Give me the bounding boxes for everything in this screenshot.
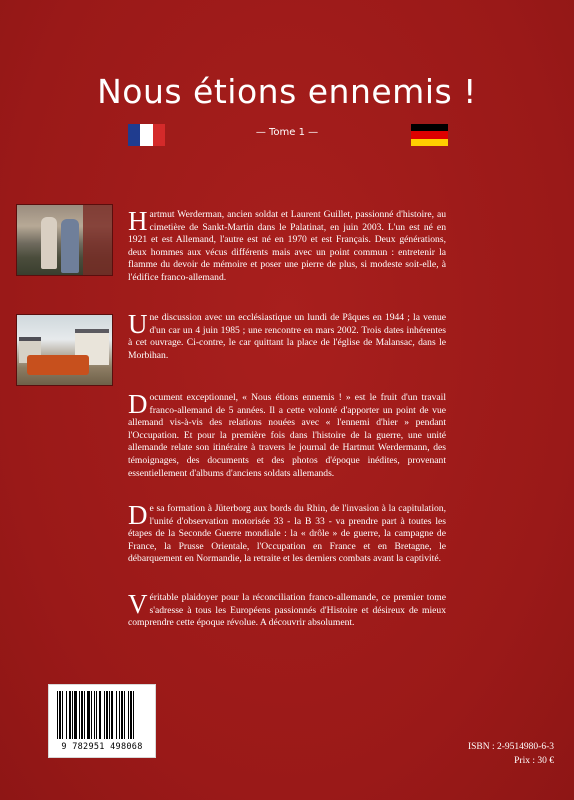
barcode-bar [96,691,97,739]
barcode-bar [81,691,83,739]
barcode-bar [130,691,132,739]
barcode-bar [72,691,73,739]
paragraph-text: ne discussion avec un ecclésiastique un lundi de Pâques en 1944 ; la venue d'un car un 4 juin 1985 ; une rencontre en mars 2002. Trois dates inhérentes à cet ouvrage. Ci-contre, le car quittant la place de l'église de Malansac, dans le Morbihan. [128,312,446,361]
paragraph-3 [128,389,446,480]
barcode-bar [116,691,117,739]
barcode-bar [121,691,123,739]
barcode-bar [84,691,85,739]
barcode-bar [69,691,71,739]
barcode-bar [57,691,58,739]
german-flag-icon [411,124,448,146]
barcode [48,684,156,758]
paragraph-text: e sa formation à Jüterborg aux bords du Rhin, de l'invasion à la capitulation, l'unité d'observation motorisée 33 - la B 33 - va prendre part à toutes les étapes de la Seconde Guerre mondiale : la « drôle » de guerre, la campagne de France, la Prusse Orientale, l'Occupation en France et en Bretagne, le débarquement en Normandie, la retraite et les derniers combats avant la captivité. [128,503,446,565]
barcode-bars [55,691,149,741]
dropcap: H [128,206,148,236]
isbn-label: ISBN : 2-9514980-6-3 [467,742,554,752]
dropcap: U [128,309,148,339]
barcode-bar [119,691,120,739]
paragraph-5 [128,589,446,630]
paragraph-4 [128,500,446,566]
dropcap: D [128,389,148,419]
barcode-bar [91,691,92,739]
barcode-bar [128,691,129,739]
paragraph-text: éritable plaidoyer pour la réconciliation franco-allemande, ce premier tome s'adresse à tous les Européens passionnés d'Histoire et désireux de mieux comprendre cette époque révolue. A découvrir absolument. [128,592,446,629]
tome-label: — Tome 1 — [255,127,319,138]
dropcap: V [128,589,148,619]
barcode-bar [66,691,67,739]
paragraph-text: ocument exceptionnel, « Nous étions ennemis ! » est le fruit d'un travail franco-allemand de 5 années. Il a cette volonté d'apporter un point de vue allemand vis-à-vis des relations nouées avec « l'ennemi d'hier » pendant l'Occupation. Et pour la première fois dans l'histoire de la guerre, une unité allemande relate son itinéraire à travers le journal de Hartmut Werdermann, des témoignages, des documents et des photos d'époque inédites, provenant essentiellement d'albums d'anciens soldats allemands. [128,392,446,479]
barcode-bar [62,691,63,739]
book-title: Nous étions ennemis ! [97,72,477,111]
barcode-bar [94,691,95,739]
barcode-bar [87,691,90,739]
photo-two-men-cemetery [16,204,113,276]
dropcap: D [128,500,148,530]
paragraph-text: artmut Werderman, ancien soldat et Laurent Guillet, passionné d'histoire, au cimetière de Sankt-Martin dans le Palatinat, en juin 2003. L'un est né en 1921 et est Allemand, l'autre est né en 1970 et est Français. Deux générations, deux hommes aux vécus différents mais avec un point commun : entretenir la flamme du devoir de mémoire et poser une pierre de plus, si modeste soit-elle, à l'édifice franco-allemand. [128,209,446,283]
barcode-bar [109,691,110,739]
barcode-bar [79,691,80,739]
barcode-bar [104,691,105,739]
barcode-bar [106,691,108,739]
photo-bus-church-square [16,314,113,386]
price-label: Prix : 30 € [514,756,554,766]
barcode-bar [59,691,61,739]
barcode-bar [99,691,101,739]
paragraph-1 [128,206,446,285]
barcode-bar [74,691,77,739]
barcode-bar [111,691,113,739]
barcode-bar [124,691,125,739]
barcode-bar [133,691,134,739]
barcode-number: 9 782951 498068 [61,742,143,752]
paragraph-2 [128,309,446,362]
